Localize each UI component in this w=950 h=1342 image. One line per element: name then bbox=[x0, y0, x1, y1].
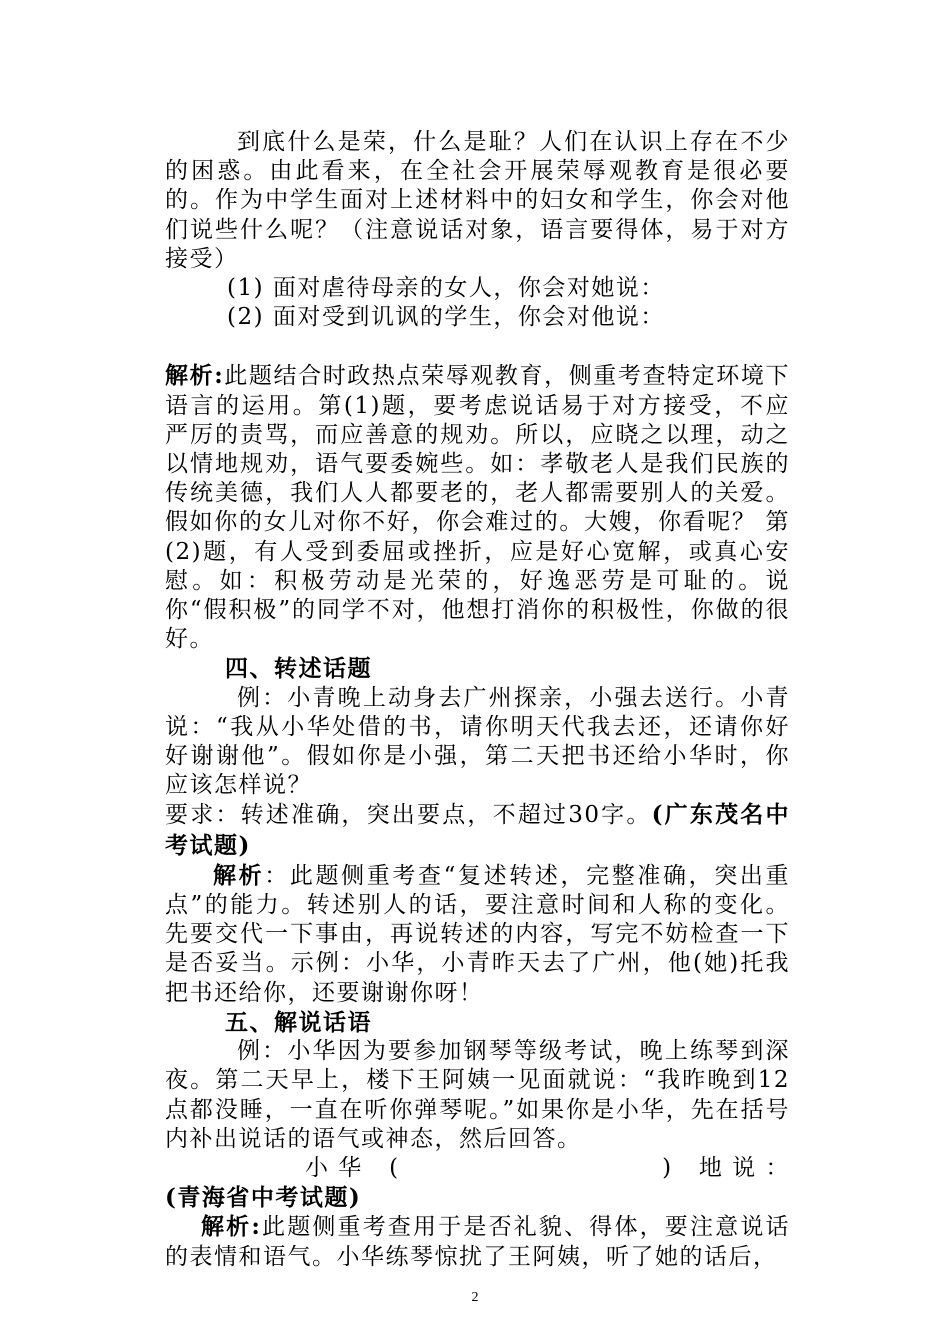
section5-source: (青海省中考试题) bbox=[165, 1184, 362, 1212]
blank-subject: 小 华 bbox=[305, 1154, 363, 1181]
answer-blank-space bbox=[165, 332, 790, 361]
section-heading-5: 五、解说话语 bbox=[225, 1008, 372, 1036]
section4-analysis bbox=[165, 861, 790, 1008]
blank-space bbox=[426, 1154, 636, 1183]
section-heading-4: 四、转述话题 bbox=[225, 655, 372, 683]
analysis-paragraph-1 bbox=[165, 361, 790, 654]
analysis-label: 解析: bbox=[201, 1213, 262, 1241]
requirement-text: 要求：转述准确，突出要点，不超过30字。 bbox=[165, 802, 652, 829]
section5-analysis bbox=[165, 1212, 790, 1271]
question-item-2: (2) 面对受到讥讽的学生，你会对他说： bbox=[227, 304, 665, 331]
page-number: 2 bbox=[471, 1290, 479, 1305]
blank-open-paren: ( bbox=[389, 1154, 400, 1181]
body-text bbox=[165, 128, 790, 1272]
source-citation: (广东茂名中考试题) bbox=[165, 801, 790, 859]
blank-verb: 地 说 ： bbox=[698, 1154, 790, 1181]
analysis-text: 此题侧重考查用于是否礼貌、得体，要注意说话的表情和语气。小华练琴惊扰了王阿姨，听了她的话后， bbox=[165, 1214, 790, 1270]
analysis-label: 解析: bbox=[165, 362, 225, 390]
fill-in-blank-line bbox=[165, 1154, 790, 1183]
section4-requirement bbox=[165, 800, 790, 860]
question-item-1: (1) 面对虐待母亲的女人，你会对她说： bbox=[227, 275, 665, 302]
analysis-label: 解析 bbox=[213, 861, 265, 889]
section5-example: 例：小华因为要参加钢琴等级考试，晚上练琴到深夜。第二天早上，楼下王阿姨一见面就说：“我昨晚到12点都没睡，一直在听你弹琴呢。”如果你是小华，先在括号内补出说话的语气或神态，然后回答。 bbox=[165, 1038, 790, 1152]
blank-close-paren: ) bbox=[662, 1154, 673, 1181]
section4-example: 例：小青晚上动身去广州探亲，小强去送行。小青说：“我从小华处借的书，请你明天代我去还，还请你好好谢谢他”。假如你是小强，第二天把书还给小华时，你应该怎样说？ bbox=[165, 684, 790, 799]
question-paragraph: 到底什么是荣，什么是耻？人们在认识上存在不少的困惑。由此看来，在全社会开展荣辱观教育是很必要的。作为中学生面对上述材料中的妇女和学生，你会对他们说些什么呢？（注意说话对象，语言要得体，易于对方接受） bbox=[165, 129, 790, 272]
analysis-text: ：此题侧重考查“复述转述，完整准确，突出重点”的能力。转述别人的话，要注意时间和人称的变化。先要交代一下事由，再说转述的内容，写完不妨检查一下是否妥当。示例：小华，小青昨天去了广州，他(她)托我把书还给你，还要谢谢你呀！ bbox=[165, 862, 790, 1006]
analysis-text: 此题结合时政热点荣辱观教育，侧重考查特定环境下语言的运用。第(1)题，要考虑说话易于对方接受，不应严厉的责骂，而应善意的规劝。所以，应晓之以理，动之以情地规劝，语气要委婉些。如：孝敬老人是我们民族的传统美德，我们人人都要老的，老人都需要别人的关爱。假如你的女儿对你不好，你会难过的。大嫂，你看呢？ 第(2)题，有人受到委屈或挫折，应是好心宽解，或真心安慰。如：积极劳动是光荣的，好逸恶劳是可耻的。说你“假积极”的同学不对，他想打消你的积极性，你做的很好。 bbox=[165, 363, 791, 653]
